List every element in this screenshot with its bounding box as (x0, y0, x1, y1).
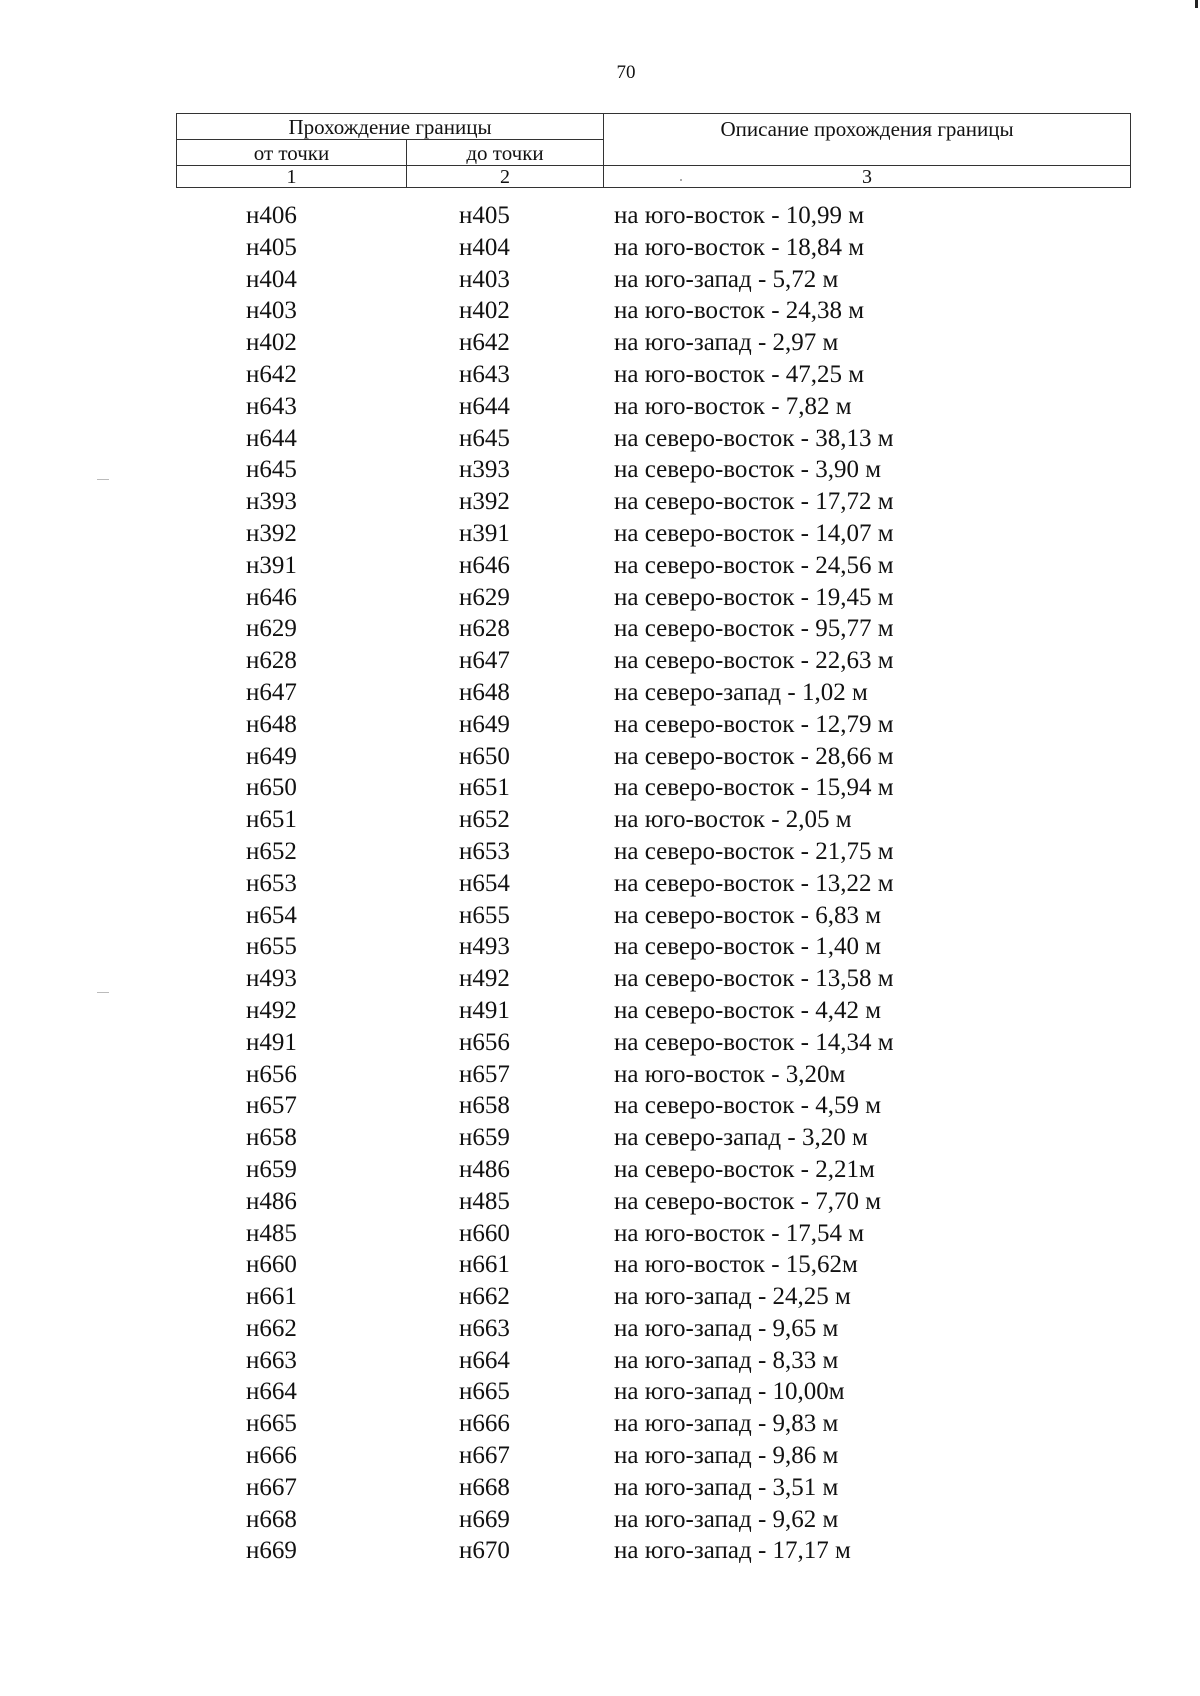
table-row (0, 1027, 1200, 1059)
to-point-cell: н656 (459, 1028, 510, 1056)
to-point-cell: н391 (459, 519, 510, 547)
to-point-cell: н652 (459, 806, 510, 834)
from-point-cell: н391 (246, 551, 297, 579)
from-point-cell: н668 (246, 1505, 297, 1533)
binding-margin-mark (97, 479, 109, 480)
table-row (0, 486, 1200, 518)
table-row (0, 518, 1200, 550)
table-row (0, 995, 1200, 1027)
to-point-cell: н670 (459, 1537, 510, 1565)
table-row (0, 1059, 1200, 1091)
from-point-cell: н665 (246, 1410, 297, 1438)
from-point-cell: н645 (246, 456, 297, 484)
to-point-cell: н654 (459, 869, 510, 897)
table-row (0, 1090, 1200, 1122)
from-point-cell: н642 (246, 360, 297, 388)
from-point-cell: н629 (246, 615, 297, 643)
description-cell: на юго-восток - 3,20м (614, 1060, 846, 1088)
from-point-cell: н650 (246, 774, 297, 802)
description-cell: на юго-восток - 7,82 м (614, 392, 852, 420)
to-point-cell: н393 (459, 456, 510, 484)
table-row (0, 1345, 1200, 1377)
table-row (0, 327, 1200, 359)
from-point-cell: н661 (246, 1283, 297, 1311)
from-point-cell: н647 (246, 678, 297, 706)
table-row (0, 359, 1200, 391)
to-point-cell: н662 (459, 1283, 510, 1311)
description-cell: на северо-восток - 13,22 м (614, 869, 894, 897)
column-number-1: 1 (177, 166, 407, 188)
to-point-cell: н668 (459, 1473, 510, 1501)
table-row (0, 1313, 1200, 1345)
from-point-cell: н405 (246, 233, 297, 261)
table-row (0, 391, 1200, 423)
description-cell: на северо-восток - 22,63 м (614, 647, 894, 675)
description-cell: на северо-восток - 14,07 м (614, 519, 894, 547)
scan-speck (680, 179, 682, 181)
description-cell: на северо-восток - 3,90 м (614, 456, 882, 484)
to-point-cell: н665 (459, 1378, 510, 1406)
to-point-cell: н629 (459, 583, 510, 611)
table-row (0, 1249, 1200, 1281)
description-cell: на юго-запад - 10,00м (614, 1378, 845, 1406)
description-cell: на северо-восток - 6,83 м (614, 901, 882, 929)
table-row (0, 200, 1200, 232)
description-cell: на юго-восток - 47,25 м (614, 360, 865, 388)
from-point-cell: н667 (246, 1473, 297, 1501)
table-row (0, 1281, 1200, 1313)
from-point-cell: н649 (246, 742, 297, 770)
description-cell: на северо-восток - 13,58 м (614, 965, 894, 993)
from-point-cell: н643 (246, 392, 297, 420)
from-point-cell: н485 (246, 1219, 297, 1247)
table-row (0, 709, 1200, 741)
table-row (0, 677, 1200, 709)
description-cell: на северо-восток - 2,21м (614, 1155, 875, 1183)
from-point-cell: н651 (246, 806, 297, 834)
description-cell: на юго-запад - 5,72 м (614, 265, 839, 293)
table-row (0, 931, 1200, 963)
description-cell: на юго-запад - 8,33 м (614, 1346, 839, 1374)
from-point-cell: н393 (246, 488, 297, 516)
description-cell: на северо-запад - 3,20 м (614, 1124, 868, 1152)
from-point-cell: н403 (246, 297, 297, 325)
table-row (0, 900, 1200, 932)
from-point-cell: н669 (246, 1537, 297, 1565)
from-point-cell: н654 (246, 901, 297, 929)
to-point-cell: н655 (459, 901, 510, 929)
table-row (0, 804, 1200, 836)
from-point-cell: н655 (246, 933, 297, 961)
from-point-cell: н646 (246, 583, 297, 611)
to-point-cell: н392 (459, 488, 510, 516)
description-cell: на юго-запад - 17,17 м (614, 1537, 851, 1565)
to-point-cell: н647 (459, 647, 510, 675)
table-row (0, 423, 1200, 455)
table-row (0, 232, 1200, 264)
to-point-cell: н403 (459, 265, 510, 293)
description-cell: на северо-восток - 4,59 м (614, 1092, 882, 1120)
from-point-cell: н652 (246, 837, 297, 865)
table-row (0, 868, 1200, 900)
to-point-cell: н645 (459, 424, 510, 452)
column-number-3: 3 (604, 166, 1131, 188)
to-point-cell: н659 (459, 1124, 510, 1152)
to-point-cell: н663 (459, 1314, 510, 1342)
from-point-cell: н392 (246, 519, 297, 547)
description-cell: на северо-восток - 19,45 м (614, 583, 894, 611)
to-point-cell: н492 (459, 965, 510, 993)
description-cell: на юго-восток - 2,05 м (614, 806, 852, 834)
description-cell: на юго-запад - 24,25 м (614, 1283, 851, 1311)
description-cell: на юго-запад - 9,83 м (614, 1410, 839, 1438)
to-point-header: до точки (407, 140, 604, 166)
to-point-cell: н642 (459, 329, 510, 357)
column-number-2: 2 (407, 166, 604, 188)
boundary-rows (0, 200, 1200, 1567)
to-point-cell: н485 (459, 1187, 510, 1215)
to-point-cell: н404 (459, 233, 510, 261)
table-row (0, 645, 1200, 677)
from-point-cell: н402 (246, 329, 297, 357)
to-point-cell: н651 (459, 774, 510, 802)
from-point-cell: н664 (246, 1378, 297, 1406)
boundary-table-header (176, 113, 1131, 188)
description-cell: на северо-восток - 38,13 м (614, 424, 894, 452)
to-point-cell: н493 (459, 933, 510, 961)
scan-edge-mark (1195, 0, 1198, 8)
description-cell: на северо-восток - 15,94 м (614, 774, 894, 802)
description-cell: на северо-восток - 28,66 м (614, 742, 894, 770)
to-point-cell: н653 (459, 837, 510, 865)
from-point-cell: н653 (246, 869, 297, 897)
from-point-cell: н657 (246, 1092, 297, 1120)
to-point-cell: н643 (459, 360, 510, 388)
to-point-cell: н649 (459, 710, 510, 738)
to-point-cell: н402 (459, 297, 510, 325)
to-point-cell: н644 (459, 392, 510, 420)
from-point-cell: н656 (246, 1060, 297, 1088)
description-cell: на северо-восток - 12,79 м (614, 710, 894, 738)
from-point-cell: н662 (246, 1314, 297, 1342)
to-point-cell: н661 (459, 1251, 510, 1279)
description-cell: на юго-восток - 10,99 м (614, 202, 865, 229)
description-cell: на северо-восток - 4,42 м (614, 996, 882, 1024)
table-row (0, 741, 1200, 773)
table-row (0, 264, 1200, 296)
to-point-cell: н666 (459, 1410, 510, 1438)
description-cell: на северо-восток - 21,75 м (614, 837, 894, 865)
from-point-cell: н666 (246, 1442, 297, 1470)
description-cell: на северо-запад - 1,02 м (614, 678, 868, 706)
table-row (0, 1504, 1200, 1536)
to-point-cell: н646 (459, 551, 510, 579)
description-cell: на юго-восток - 17,54 м (614, 1219, 865, 1247)
to-point-cell: н486 (459, 1155, 510, 1183)
table-row (0, 963, 1200, 995)
to-point-cell: н491 (459, 996, 510, 1024)
table-row (0, 836, 1200, 868)
from-point-cell: н486 (246, 1187, 297, 1215)
description-cell: на юго-восток - 18,84 м (614, 233, 865, 261)
from-point-cell: н663 (246, 1346, 297, 1374)
to-point-cell: н669 (459, 1505, 510, 1533)
table-row (0, 1535, 1200, 1567)
table-row (0, 1408, 1200, 1440)
description-cell: на юго-запад - 3,51 м (614, 1473, 839, 1501)
from-point-header: от точки (177, 140, 407, 166)
to-point-cell: н660 (459, 1219, 510, 1247)
to-point-cell: н650 (459, 742, 510, 770)
from-point-cell: н493 (246, 965, 297, 993)
table-row (0, 582, 1200, 614)
from-point-cell: н492 (246, 996, 297, 1024)
page-number: 70 (616, 62, 636, 83)
from-point-cell: н406 (246, 202, 297, 229)
description-cell: на юго-восток - 15,62м (614, 1251, 858, 1279)
to-point-cell: н628 (459, 615, 510, 643)
to-point-cell: н657 (459, 1060, 510, 1088)
table-row (0, 1376, 1200, 1408)
table-row (0, 1186, 1200, 1218)
from-point-cell: н660 (246, 1251, 297, 1279)
description-cell: на северо-восток - 7,70 м (614, 1187, 882, 1215)
to-point-cell: н648 (459, 678, 510, 706)
description-cell: на северо-восток - 24,56 м (614, 551, 894, 579)
table-row (0, 772, 1200, 804)
table-row (0, 1472, 1200, 1504)
from-point-cell: н644 (246, 424, 297, 452)
from-point-cell: н491 (246, 1028, 297, 1056)
to-point-cell: н667 (459, 1442, 510, 1470)
table-row (0, 1218, 1200, 1250)
to-point-cell: н664 (459, 1346, 510, 1374)
to-point-cell: н658 (459, 1092, 510, 1120)
from-point-cell: н658 (246, 1124, 297, 1152)
from-point-cell: н648 (246, 710, 297, 738)
description-cell: на юго-восток - 24,38 м (614, 297, 865, 325)
table-row (0, 454, 1200, 486)
description-cell: на юго-запад - 9,62 м (614, 1505, 839, 1533)
from-point-cell: н404 (246, 265, 297, 293)
description-cell: на юго-запад - 2,97 м (614, 329, 839, 357)
description-cell: на северо-восток - 14,34 м (614, 1028, 894, 1056)
table-row (0, 613, 1200, 645)
passage-header: Прохождение границы (177, 114, 604, 140)
binding-margin-mark (97, 992, 109, 993)
table-row (0, 1154, 1200, 1186)
description-cell: на юго-запад - 9,65 м (614, 1314, 839, 1342)
from-point-cell: н628 (246, 647, 297, 675)
table-row (0, 295, 1200, 327)
description-cell: на северо-восток - 1,40 м (614, 933, 882, 961)
description-cell: на юго-запад - 9,86 м (614, 1442, 839, 1470)
from-point-cell: н659 (246, 1155, 297, 1183)
table-row (0, 1440, 1200, 1472)
description-header: Описание прохождения границы (604, 114, 1131, 166)
description-cell: на северо-восток - 17,72 м (614, 488, 894, 516)
table-row (0, 1122, 1200, 1154)
to-point-cell: н405 (459, 202, 510, 229)
description-cell: на северо-восток - 95,77 м (614, 615, 894, 643)
table-row (0, 550, 1200, 582)
